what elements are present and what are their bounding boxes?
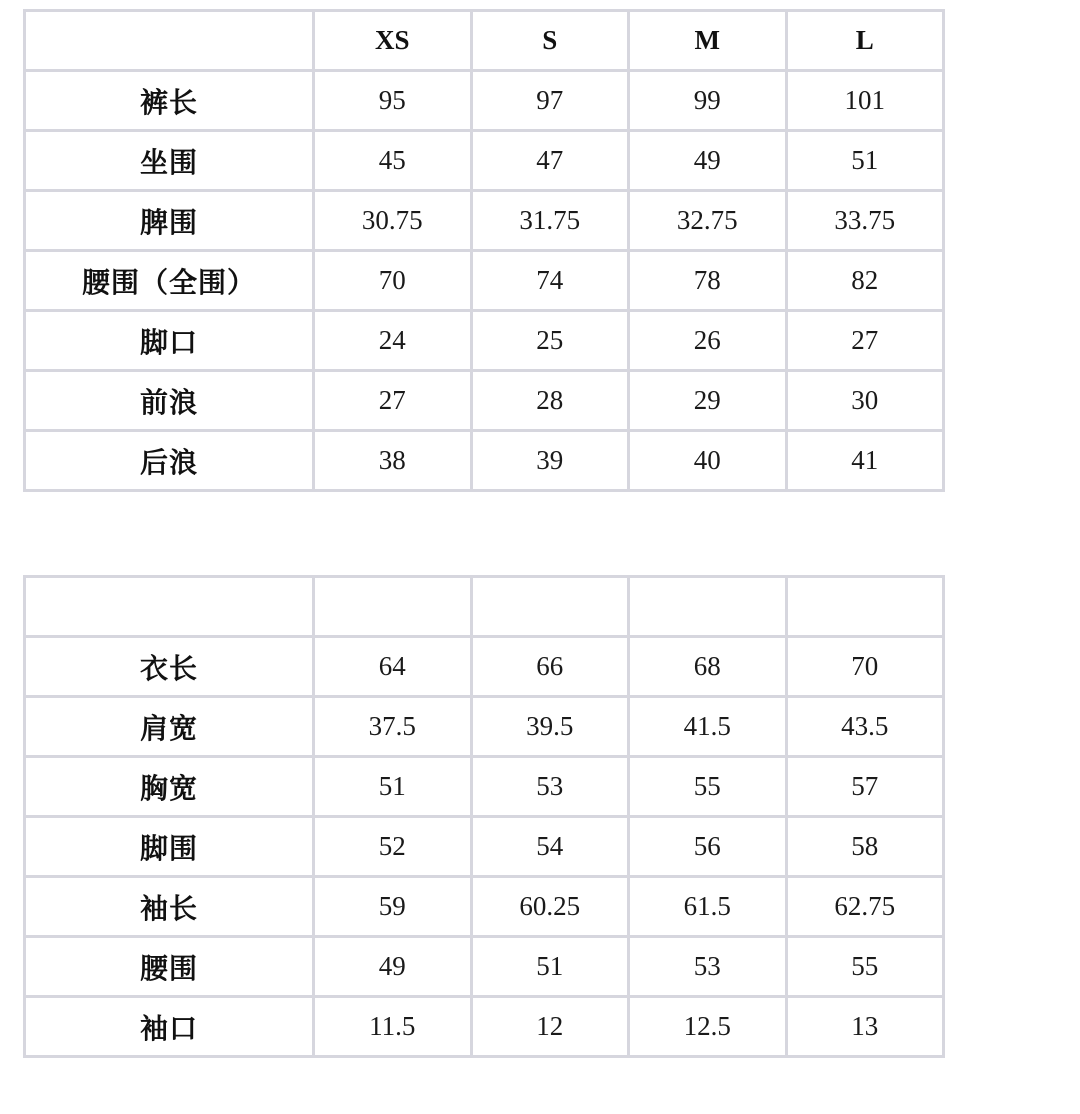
row-label: 后浪 [25, 431, 314, 491]
table-cell: 12.5 [629, 997, 787, 1057]
table-cell: 12 [471, 997, 629, 1057]
table-cell: 13 [786, 997, 944, 1057]
table-cell: 45 [314, 131, 472, 191]
header-size-cell [629, 577, 787, 637]
row-label: 肩宽 [25, 697, 314, 757]
table-row [25, 431, 944, 491]
table-cell: 66 [471, 637, 629, 697]
table-cell: 41.5 [629, 697, 787, 757]
header-size-m: M [629, 11, 787, 71]
table-row [25, 251, 944, 311]
table-header-row [25, 577, 944, 637]
table-cell: 101 [786, 71, 944, 131]
header-size-xs: XS [314, 11, 472, 71]
table-cell: 55 [629, 757, 787, 817]
table-cell: 30.75 [314, 191, 472, 251]
table-cell: 59 [314, 877, 472, 937]
table-cell: 60.25 [471, 877, 629, 937]
row-label: 坐围 [25, 131, 314, 191]
table-row [25, 877, 944, 937]
row-label: 衣长 [25, 637, 314, 697]
table-cell: 24 [314, 311, 472, 371]
table-row [25, 131, 944, 191]
table-cell: 61.5 [629, 877, 787, 937]
table-row [25, 817, 944, 877]
table-cell: 31.75 [471, 191, 629, 251]
table-row [25, 697, 944, 757]
table-cell: 27 [314, 371, 472, 431]
table-cell: 51 [471, 937, 629, 997]
header-size-cell [314, 577, 472, 637]
table-cell: 82 [786, 251, 944, 311]
table-cell: 41 [786, 431, 944, 491]
table-cell: 39 [471, 431, 629, 491]
table-header-row [25, 11, 944, 71]
table-cell: 68 [629, 637, 787, 697]
row-label: 袖口 [25, 997, 314, 1057]
table-cell: 64 [314, 637, 472, 697]
header-size-cell [471, 577, 629, 637]
table-cell: 58 [786, 817, 944, 877]
table-cell: 49 [314, 937, 472, 997]
table-cell: 40 [629, 431, 787, 491]
header-size-cell [786, 577, 944, 637]
top-size-table [23, 575, 945, 1058]
table-cell: 32.75 [629, 191, 787, 251]
table-cell: 39.5 [471, 697, 629, 757]
table-cell: 51 [314, 757, 472, 817]
row-label: 袖长 [25, 877, 314, 937]
table-cell: 99 [629, 71, 787, 131]
table-cell: 11.5 [314, 997, 472, 1057]
table-cell: 56 [629, 817, 787, 877]
table-row [25, 71, 944, 131]
header-size-s: S [471, 11, 629, 71]
table-cell: 51 [786, 131, 944, 191]
table-cell: 54 [471, 817, 629, 877]
table-cell: 97 [471, 71, 629, 131]
table-row [25, 637, 944, 697]
table-cell: 55 [786, 937, 944, 997]
table-cell: 29 [629, 371, 787, 431]
header-corner-cell [25, 11, 314, 71]
row-label: 胸宽 [25, 757, 314, 817]
row-label: 腰围（全围） [25, 251, 314, 311]
table-row [25, 757, 944, 817]
table-row [25, 191, 944, 251]
table-cell: 37.5 [314, 697, 472, 757]
row-label: 脾围 [25, 191, 314, 251]
table-cell: 27 [786, 311, 944, 371]
table-cell: 57 [786, 757, 944, 817]
header-corner-cell [25, 577, 314, 637]
pants-size-table [23, 9, 945, 492]
table-cell: 49 [629, 131, 787, 191]
row-label: 前浪 [25, 371, 314, 431]
table-cell: 38 [314, 431, 472, 491]
table-cell: 53 [471, 757, 629, 817]
table-cell: 33.75 [786, 191, 944, 251]
table-cell: 25 [471, 311, 629, 371]
table-cell: 70 [786, 637, 944, 697]
table-cell: 28 [471, 371, 629, 431]
table-cell: 30 [786, 371, 944, 431]
table-cell: 70 [314, 251, 472, 311]
row-label: 脚围 [25, 817, 314, 877]
row-label: 腰围 [25, 937, 314, 997]
table-cell: 62.75 [786, 877, 944, 937]
row-label: 脚口 [25, 311, 314, 371]
table-cell: 26 [629, 311, 787, 371]
table-cell: 52 [314, 817, 472, 877]
table-row [25, 311, 944, 371]
table-cell: 43.5 [786, 697, 944, 757]
table-cell: 78 [629, 251, 787, 311]
table-cell: 47 [471, 131, 629, 191]
table-cell: 53 [629, 937, 787, 997]
header-size-l: L [786, 11, 944, 71]
row-label: 裤长 [25, 71, 314, 131]
table-row [25, 371, 944, 431]
table-row [25, 997, 944, 1057]
table-cell: 74 [471, 251, 629, 311]
table-row [25, 937, 944, 997]
table-cell: 95 [314, 71, 472, 131]
